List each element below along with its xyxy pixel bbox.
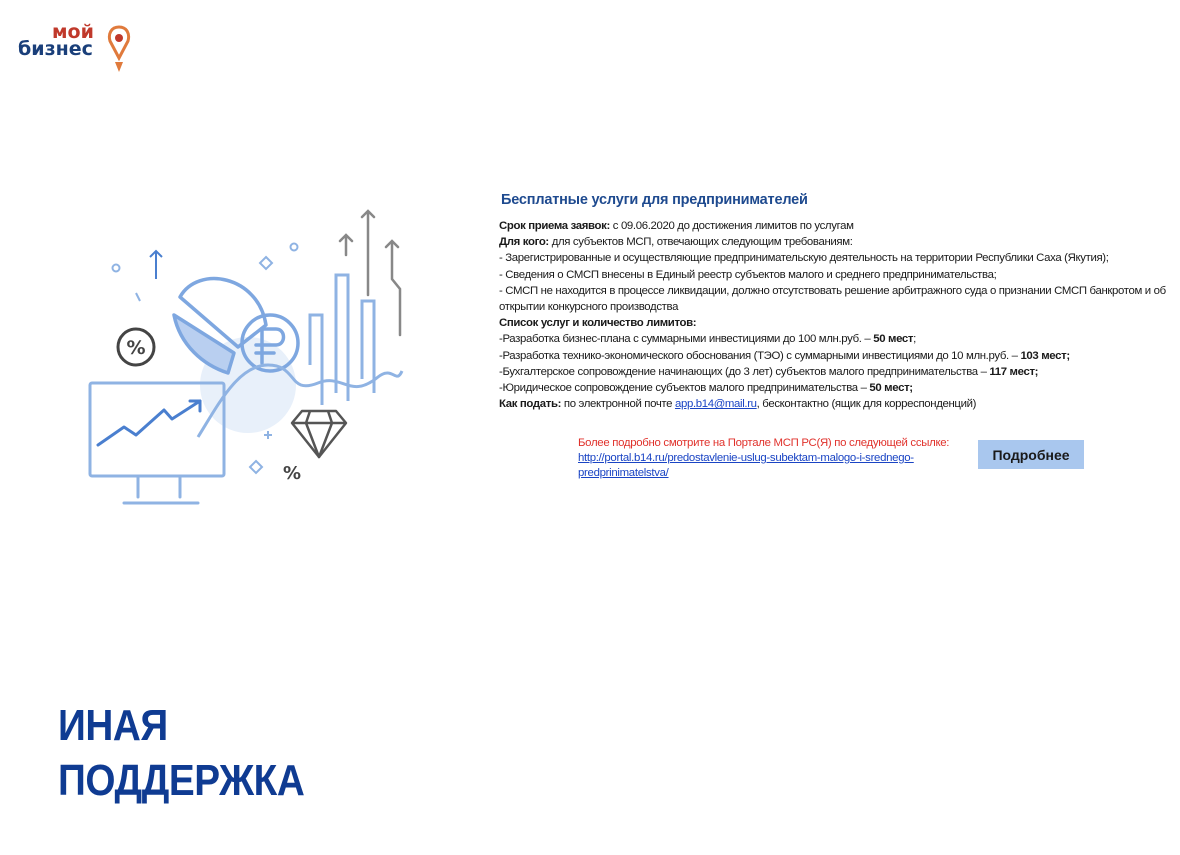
- service-text: -Юридическое сопровождение субъектов малого предпринимательства –: [499, 382, 870, 395]
- service-text: -Бухгалтерское сопровождение начинающих (до 3 лет) субъектов малого предпринимательства –: [499, 365, 990, 378]
- whom-line: [499, 234, 1179, 250]
- apply-before: по электронной почте: [561, 398, 675, 411]
- requirement-item: открытии конкурсного производства: [499, 301, 679, 314]
- portal-link-line-1: http://portal.b14.ru/predostavlenie-uslug-subektam-malogo-i-srednego-: [578, 452, 914, 464]
- location-pin-icon: [106, 24, 132, 74]
- svg-text:%: %: [126, 337, 146, 359]
- service-limit: 103 мест;: [1020, 349, 1070, 362]
- service-item: [499, 348, 1179, 364]
- more-info-intro: Более подробно смотрите на Портале МСП РС(Я) по следующей ссылке:: [578, 437, 950, 449]
- logo-text: [18, 21, 94, 60]
- logo-line-2: бизнес: [18, 38, 93, 60]
- whom-label: Для кого:: [499, 236, 549, 249]
- portal-link[interactable]: [578, 451, 978, 481]
- services-label: [499, 315, 1179, 331]
- logo: [18, 21, 138, 80]
- requirement-item: - Зарегистрированные и осуществляющие предпринимательскую деятельность на территории Республики Саха (Якутия);: [499, 252, 1109, 265]
- apply-after: , бесконтактно (ящик для корреспонденций): [756, 398, 977, 411]
- deadline-value: с 09.06.2020 до достижения лимитов по услугам: [609, 220, 854, 232]
- portal-link-line-2: predprinimatelstva/: [578, 467, 669, 479]
- more-info-block: [578, 436, 978, 481]
- heading-line-2: ПОДДЕРЖКА: [58, 756, 305, 805]
- email-link[interactable]: app.b14@mail.ru: [674, 398, 757, 411]
- service-item: [499, 380, 1179, 396]
- service-end: ;: [913, 333, 916, 346]
- requirement-item: - СМСП не находится в процессе ликвидации, должно отсутствовать решение арбитражного суда о признании СМСП банкротом и об: [499, 284, 1166, 297]
- services-label-text: Список услуг и количество лимитов:: [499, 317, 697, 330]
- small-percent-icon: %: [282, 463, 302, 484]
- apply-line: [499, 396, 1179, 412]
- more-details-button[interactable]: Подробнее: [978, 440, 1084, 469]
- services-section: [499, 192, 1179, 412]
- service-limit: 117 мест;: [989, 365, 1039, 378]
- service-limit: 50 мест: [873, 333, 914, 346]
- service-text: -Разработка технико-экономического обоснования (ТЭО) с суммарными инвестициями до 10 млн.руб. –: [499, 349, 1021, 362]
- logo-line-1: мой: [52, 21, 94, 43]
- heading-line-1: ИНАЯ: [58, 701, 168, 750]
- diamond-icon: [292, 411, 346, 457]
- requirement-item: - Сведения о СМСП внесены в Единый реестр субъектов малого и среднего предпринимательства;: [499, 268, 997, 281]
- service-item: [499, 331, 1179, 347]
- section-title: Бесплатные услуги для предпринимателей: [501, 192, 808, 208]
- business-illustration: [88, 205, 418, 510]
- service-text: -Разработка бизнес-плана с суммарными инвестициями до 100 млн.руб. –: [499, 333, 874, 346]
- deadline-label: Срок приема заявок:: [499, 220, 610, 232]
- whom-value: для субъектов МСП, отвечающих следующим требованиям:: [548, 236, 853, 249]
- service-limit: 50 мест;: [869, 382, 913, 395]
- page-heading: [58, 698, 304, 808]
- service-item: [499, 364, 1179, 380]
- deadline-line: [499, 218, 1179, 234]
- apply-label: Как подать:: [499, 398, 562, 411]
